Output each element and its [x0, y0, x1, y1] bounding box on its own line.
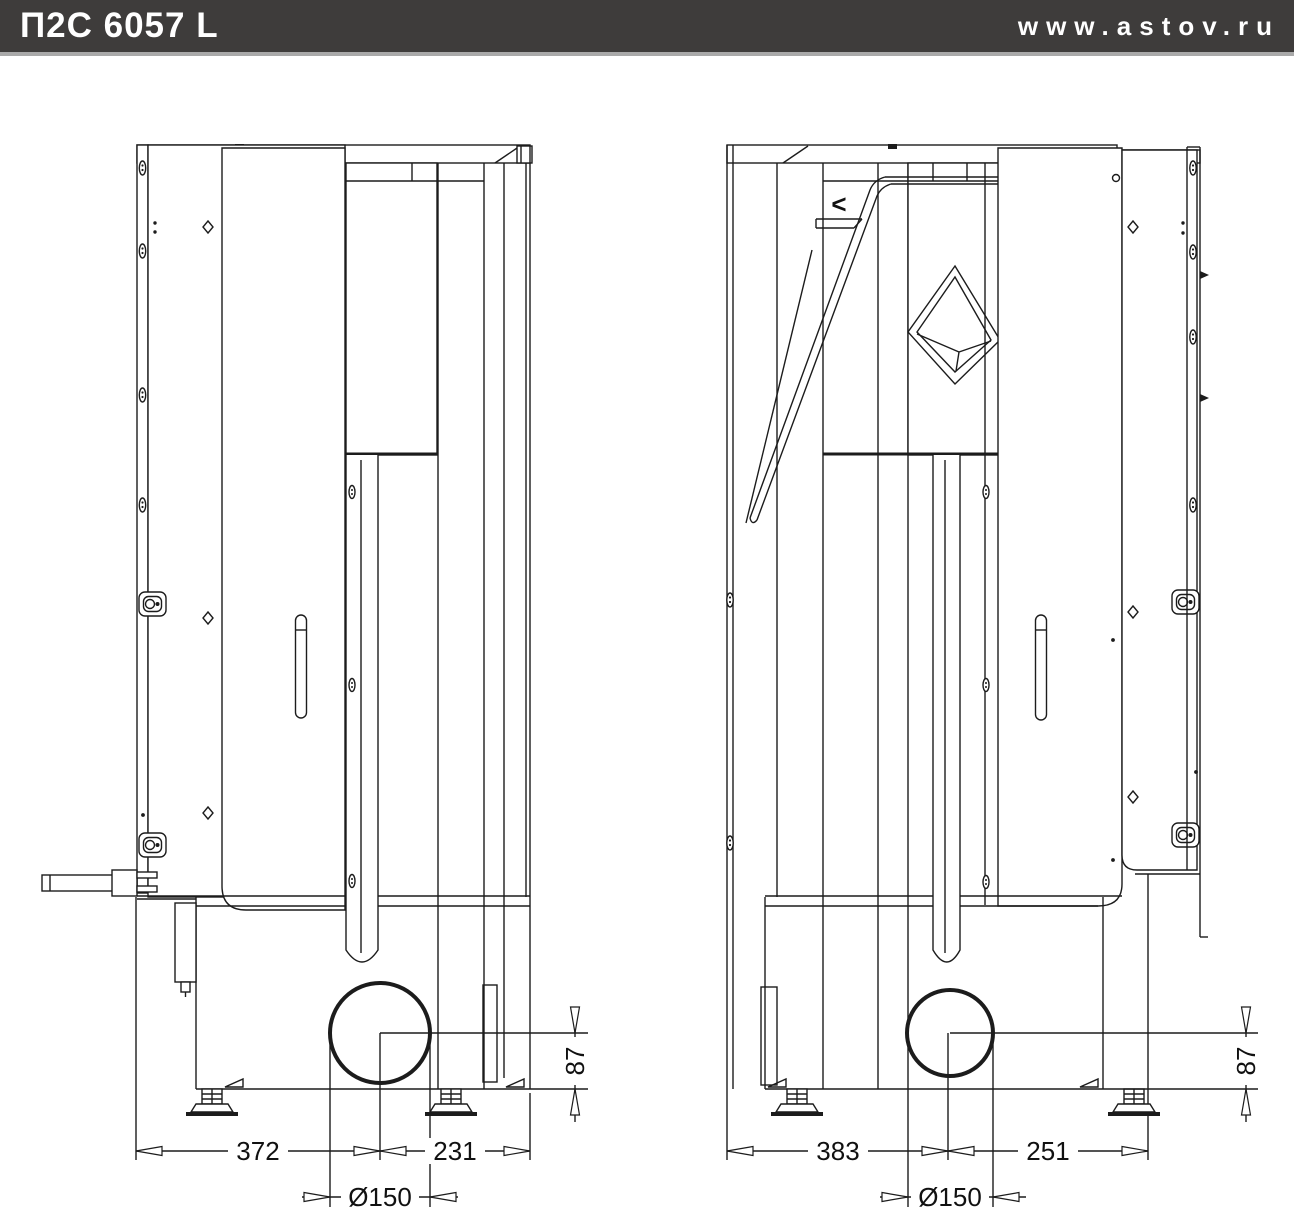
- adjustable-foot: [1108, 1089, 1160, 1116]
- dim-width-back: 383: [816, 1136, 860, 1166]
- adjustable-foot: [771, 1089, 823, 1116]
- vent-slot: [761, 987, 777, 1085]
- dim-flue-diameter: Ø150: [918, 1182, 982, 1212]
- latch-fixture: [139, 592, 166, 616]
- technical-drawing: [0, 59, 1294, 1228]
- latch-fixture: [1172, 590, 1199, 614]
- latch-fixture: [1172, 823, 1199, 847]
- flow-direction-marker: <: [831, 189, 847, 219]
- rear-panel: [1122, 150, 1197, 870]
- right-view-drawing: [727, 144, 1209, 1160]
- latch-fixture: [139, 833, 166, 857]
- adjustable-foot: [186, 1089, 238, 1116]
- dim-flue-height: 87: [560, 1046, 590, 1076]
- flue-channel: [933, 455, 960, 962]
- dim-width-back: 372: [236, 1136, 280, 1166]
- dim-flue-height: 87: [1231, 1046, 1261, 1076]
- left-view-drawing: [42, 144, 532, 1116]
- top-tab: [888, 144, 897, 149]
- adjustable-foot: [425, 1089, 477, 1116]
- website-url: www.astov.ru: [1017, 10, 1280, 41]
- dim-width-front: 251: [1026, 1136, 1070, 1166]
- dim-flue-diameter: Ø150: [348, 1182, 412, 1212]
- front-panel: [998, 148, 1122, 906]
- front-panel: [222, 148, 345, 910]
- product-title: П2С 6057 L: [20, 6, 219, 45]
- title-bar: [0, 0, 1294, 56]
- dim-width-front: 231: [433, 1136, 477, 1166]
- damper-box: [175, 903, 196, 982]
